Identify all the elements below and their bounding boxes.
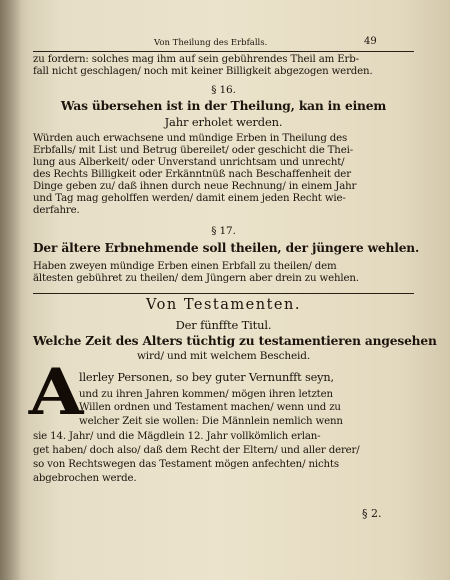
- text-line: Erbfalls/ mit List und Betrug übereilet/ oder geschicht die Thei-: [33, 145, 354, 156]
- next-section-marker: § 2.: [362, 507, 382, 520]
- page-number: 49: [364, 36, 377, 47]
- text-line: abgebrochen werde.: [33, 473, 137, 484]
- initial-letter: A: [28, 355, 84, 430]
- text-line: so von Rechtswegen das Testament mögen anfechten/ nichts: [33, 459, 339, 470]
- running-header: [0, 38, 450, 50]
- chapter-heading-cont: wird/ und mit welchem Bescheid.: [136, 350, 311, 362]
- section-17-heading: Der ältere Erbnehmende soll theilen, der jüngere wehlen.: [33, 241, 420, 255]
- decorated-initial: [28, 355, 84, 430]
- text-line: Haben zweyen mündige Erben einen Erbfall zu theilen/ dem: [33, 261, 337, 272]
- text-line: und zu ihren Jahren kommen/ mögen ihren letzten: [79, 389, 333, 400]
- header-rule: [33, 51, 414, 52]
- text-line: lung aus Alberkeit/ oder Unverstand unrichtsam und unrecht/: [33, 157, 345, 168]
- text-line: des Rechts Billigkeit oder Erkänntnüß nach Beschaffenheit der: [33, 169, 351, 180]
- running-head-title: Von Theilung des Erbfalls.: [154, 38, 268, 48]
- section-number-17: § 17.: [211, 225, 236, 237]
- section-number-16: § 16.: [211, 84, 236, 96]
- text-line: sie 14. Jahr/ und die Mägdlein 12. Jahr vollkömlich erlan-: [33, 431, 321, 442]
- chapter-title: Von Testamenten.: [146, 297, 301, 313]
- text-line: get haben/ doch also/ daß dem Recht der Eltern/ und aller derer/: [33, 445, 360, 456]
- text-line: Würden auch erwachsene und mündige Erben in Theilung des: [33, 133, 348, 144]
- section-divider: [33, 293, 414, 294]
- text-line: zu fordern: solches mag ihm auf sein gebührendes Theil am Erb-: [33, 54, 359, 65]
- text-line: ältesten gebühret zu theilen/ dem Jüngern aber drein zu wehlen.: [33, 273, 359, 284]
- text-line: Dinge geben zu/ daß ihnen durch neue Rechnung/ in einem Jahr: [33, 181, 357, 192]
- text-line: Willen ordnen und Testament machen/ wenn und zu: [79, 402, 341, 413]
- text-line: llerley Personen, so bey guter Vernunfft seyn,: [79, 371, 334, 384]
- text-line: und Tag mag geholffen werden/ damit einem jeden Recht wie-: [33, 193, 346, 204]
- text-line: welcher Zeit sie wollen: Die Männlein nemlich wenn: [79, 416, 343, 427]
- section-16-heading: Was übersehen ist in der Theilung, kan in einem: [60, 99, 387, 113]
- text-line: derfahre.: [33, 205, 80, 216]
- chapter-heading: Welche Zeit des Alters tüchtig zu testamentieren angesehen: [33, 334, 437, 348]
- chapter-subtitle: Der fünffte Titul.: [175, 318, 272, 332]
- text-line: fall nicht geschlagen/ noch mit keiner Billigkeit abgezogen werden.: [33, 66, 373, 77]
- section-16-heading-cont: Jahr erholet werden.: [164, 115, 283, 129]
